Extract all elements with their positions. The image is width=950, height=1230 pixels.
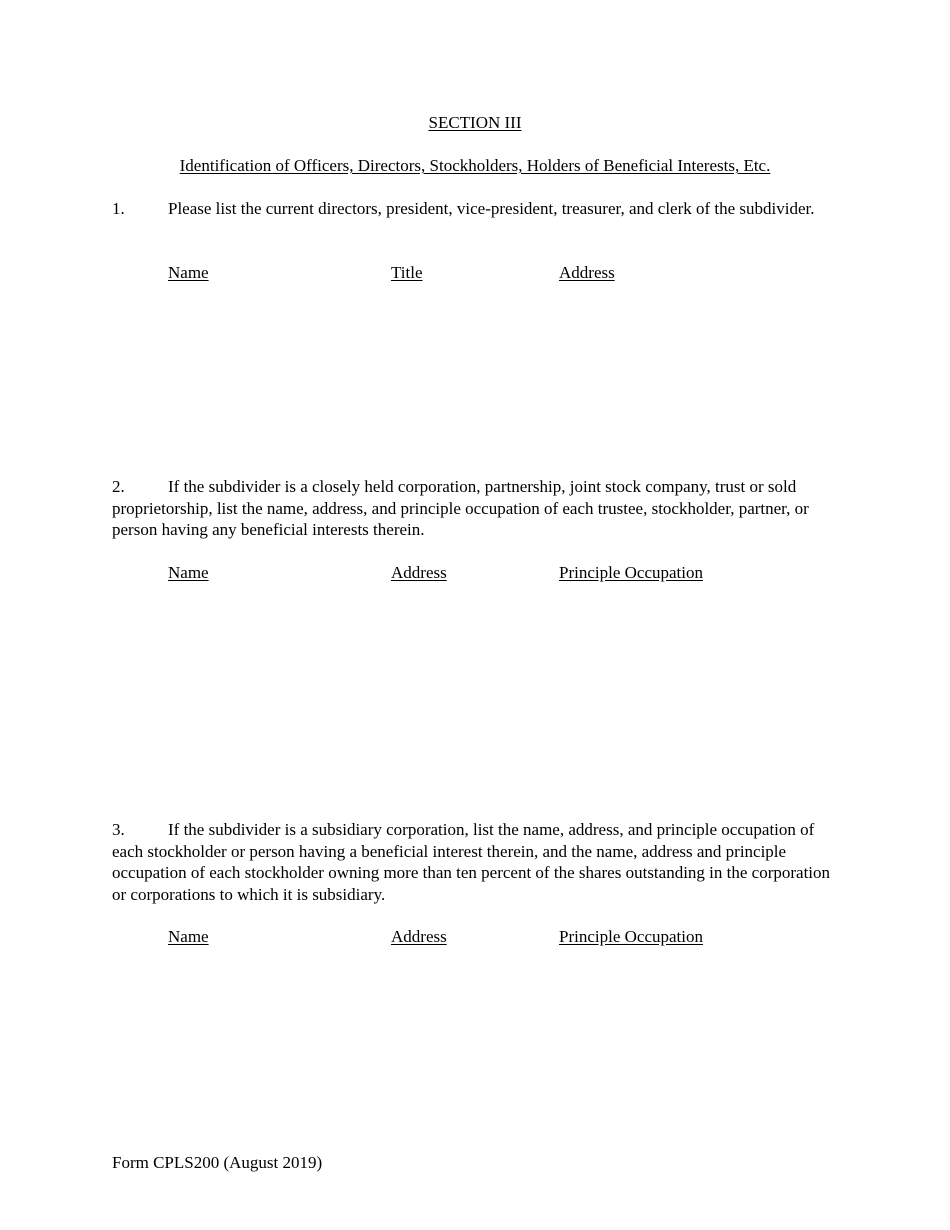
item-2-paragraph bbox=[112, 476, 834, 541]
item-1-col-title: Title bbox=[391, 263, 423, 282]
subtitle-wrap bbox=[0, 155, 950, 177]
item-3-col-address: Address bbox=[391, 927, 447, 946]
item-1-col-name: Name bbox=[168, 263, 209, 282]
item-1-col-address: Address bbox=[559, 263, 615, 282]
item-2-number: 2. bbox=[112, 477, 125, 496]
item-2-text: If the subdivider is a closely held corporation, partnership, joint stock company, trust or sold proprietorship, list the name, address, and principle occupation of each trustee, stockholder, partner, or person having any beneficial interests therein. bbox=[112, 477, 809, 539]
item-1-paragraph bbox=[112, 198, 834, 220]
item-3-col-name: Name bbox=[168, 927, 209, 946]
item-2-col-address: Address bbox=[391, 563, 447, 582]
item-3-number: 3. bbox=[112, 820, 125, 839]
section-title: SECTION III bbox=[428, 113, 522, 132]
item-1-text: Please list the current directors, president, vice-president, treasurer, and clerk of the subdivider. bbox=[168, 199, 815, 218]
item-3-paragraph bbox=[112, 819, 834, 905]
form-footer: Form CPLS200 (August 2019) bbox=[112, 1153, 323, 1172]
item-2-col-name: Name bbox=[168, 563, 209, 582]
item-3-text: If the subdivider is a subsidiary corporation, list the name, address, and principle occupation of each stockholder or person having a beneficial interest therein, and the name, address and principle occupation of each stockholder owning more than ten percent of the shares outstanding in the corporation or corporations to which it is subsidiary. bbox=[112, 820, 831, 904]
item-3-col-occupation: Principle Occupation bbox=[559, 927, 703, 946]
item-2-col-occupation: Principle Occupation bbox=[559, 563, 703, 582]
item-1-number: 1. bbox=[112, 199, 125, 218]
section-title-wrap bbox=[0, 112, 950, 134]
section-subtitle: Identification of Officers, Directors, Stockholders, Holders of Beneficial Interests, Etc. bbox=[179, 156, 771, 175]
